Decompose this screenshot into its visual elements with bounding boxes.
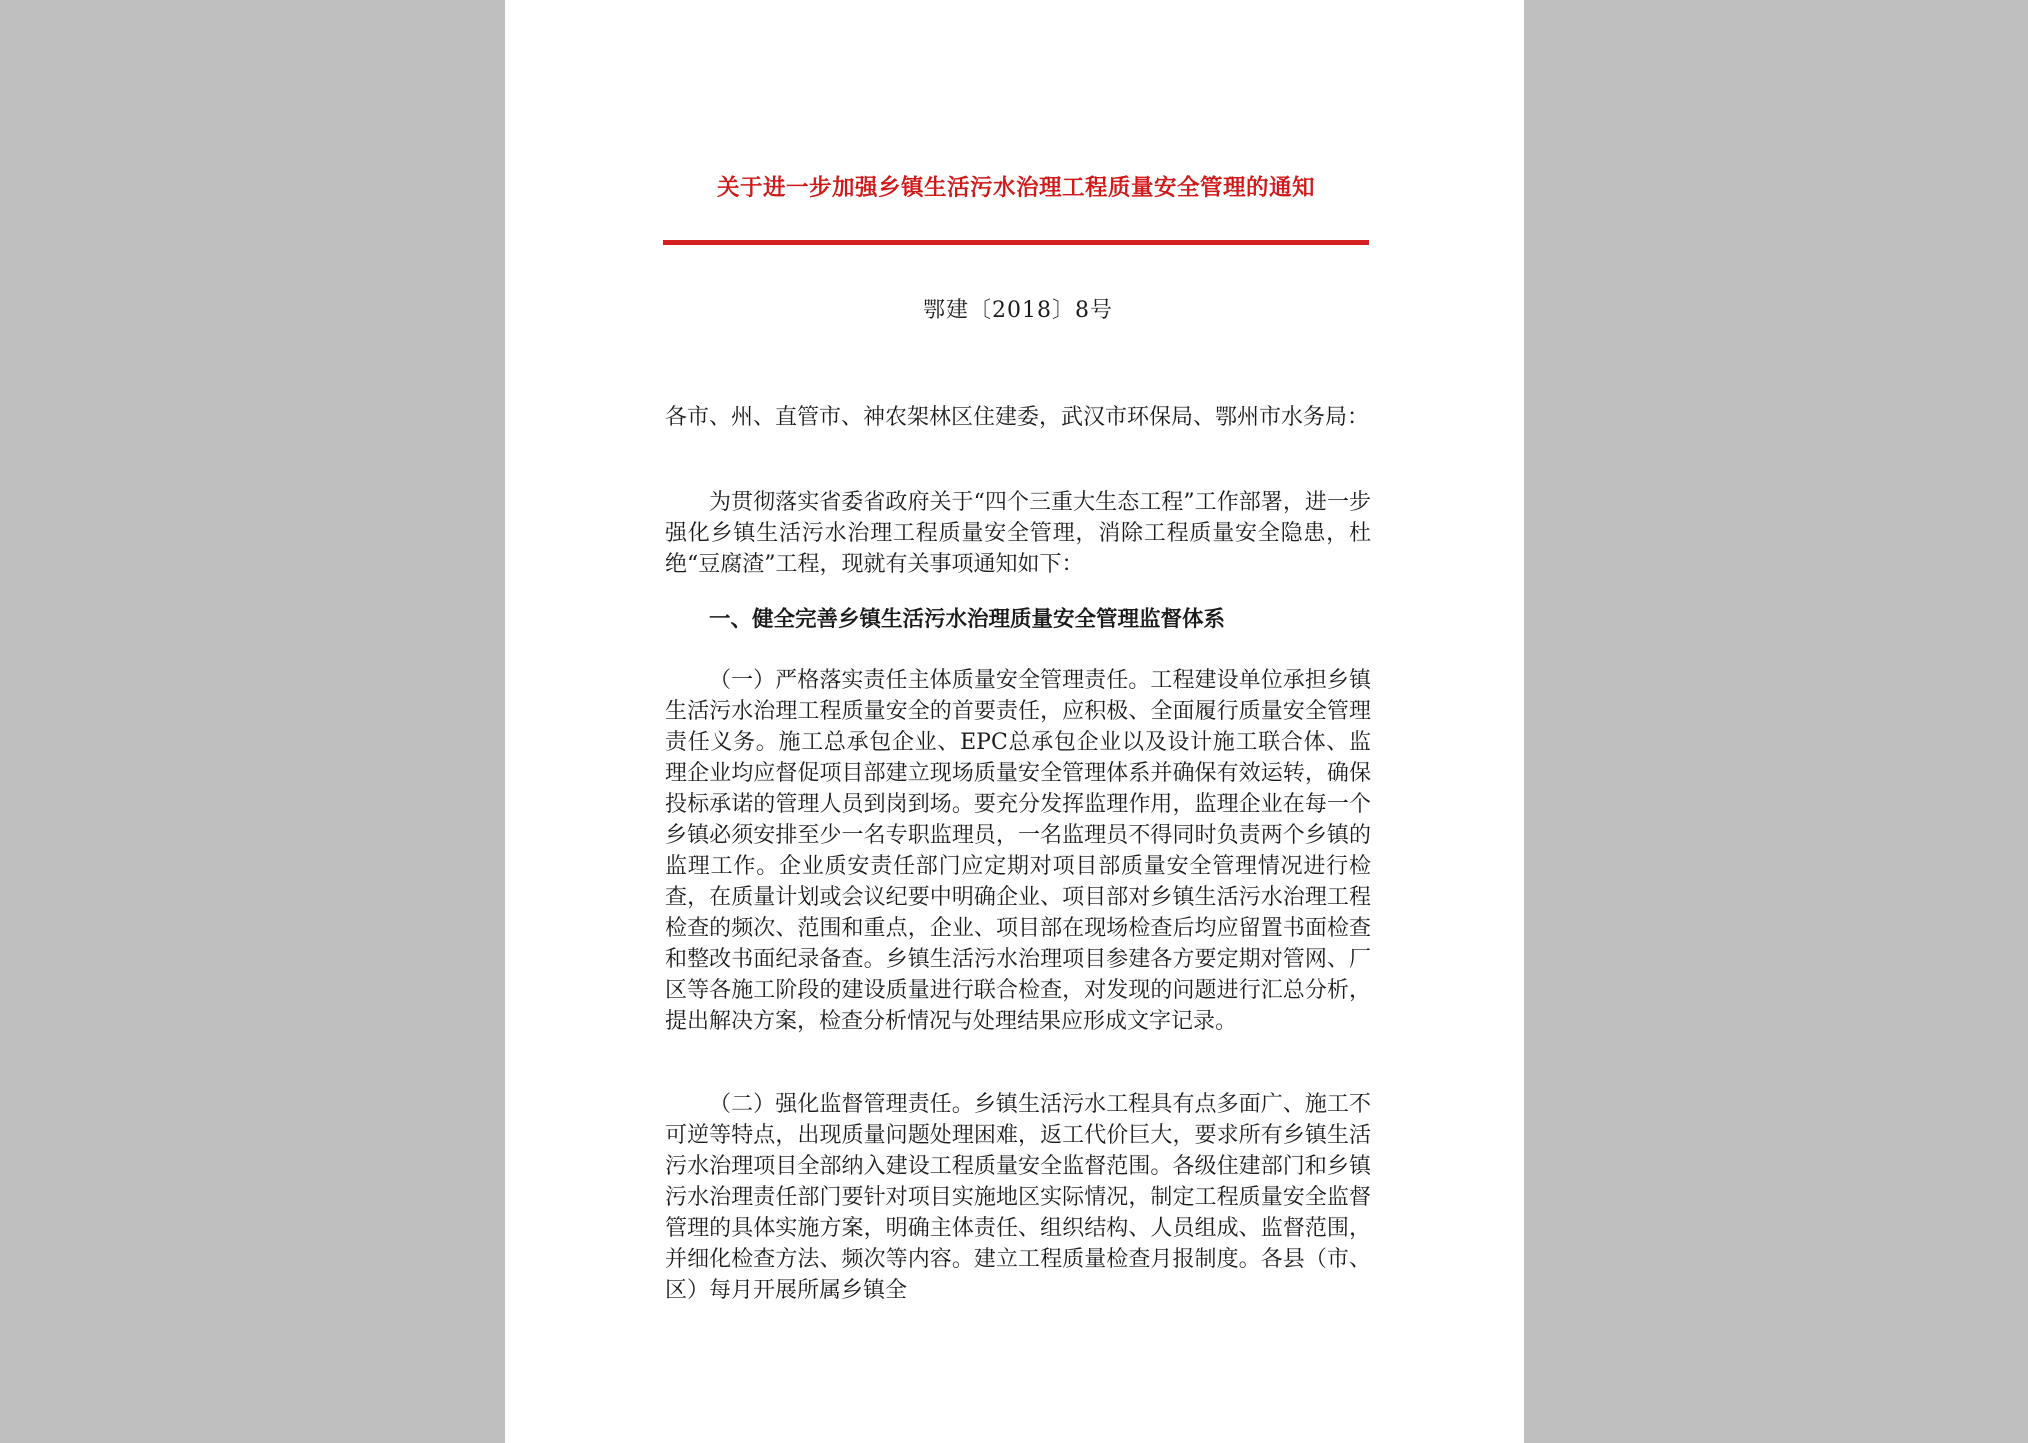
intro-paragraph: 为贯彻落实省委省政府关于“四个三重大生态工程”工作部署，进一步强化乡镇生活污水治理工程质量安全管理，消除工程质量安全隐患，杜绝“豆腐渣”工程，现就有关事项通知如下：: [665, 490, 1371, 577]
item-1-paragraph: （一）严格落实责任主体质量安全管理责任。工程建设单位承担乡镇生活污水治理工程质量安全的首要责任，应积极、全面履行质量安全管理责任义务。施工总承包企业、EPC总承包企业以及设计施工联合体、监理企业均应督促项目部建立现场质量安全管理体系并确保有效运转，确保投标承诺的管理人员到岗到场。要充分发挥监理作用，监理企业在每一个乡镇必须安排至少一名专职监理员，一名监理员不得同时负责两个乡镇的监理工作。企业质安责任部门应定期对项目部质量安全管理情况进行检查，在质量计划或会议纪要中明确企业、项目部对乡镇生活污水治理工程检查的频次、范围和重点，企业、项目部在现场检查后均应留置书面检查和整改书面纪录备查。乡镇生活污水治理项目参建各方要定期对管网、厂区等各施工阶段的建设质量进行联合检查，对发现的问题进行汇总分析，提出解决方案，检查分析情况与处理结果应形成文字记录。: [665, 668, 1371, 1034]
document-page: [505, 0, 1524, 1443]
document-title: 关于进一步加强乡镇生活污水治理工程质量安全管理的通知: [716, 175, 1315, 201]
item-2-paragraph: （二）强化监督管理责任。乡镇生活污水工程具有点多面广、施工不可逆等特点，出现质量问题处理困难，返工代价巨大，要求所有乡镇生活污水治理项目全部纳入建设工程质量安全监督范围。各级住建部门和乡镇污水治理责任部门要针对项目实施地区实际情况，制定工程质量安全监督管理的具体实施方案，明确主体责任、组织结构、人员组成、监督范围，并细化检查方法、频次等内容。建立工程质量检查月报制度。各县（市、区）每月开展所属乡镇全: [665, 1092, 1371, 1303]
document-number: 鄂建〔2018〕8号: [923, 298, 1113, 323]
recipients-line: 各市、州、直管市、神农架林区住建委，武汉市环保局、鄂州市水务局：: [665, 405, 1370, 430]
section-heading-1: 一、健全完善乡镇生活污水治理质量安全管理监督体系: [709, 607, 1226, 632]
red-divider-rule: [663, 240, 1369, 245]
